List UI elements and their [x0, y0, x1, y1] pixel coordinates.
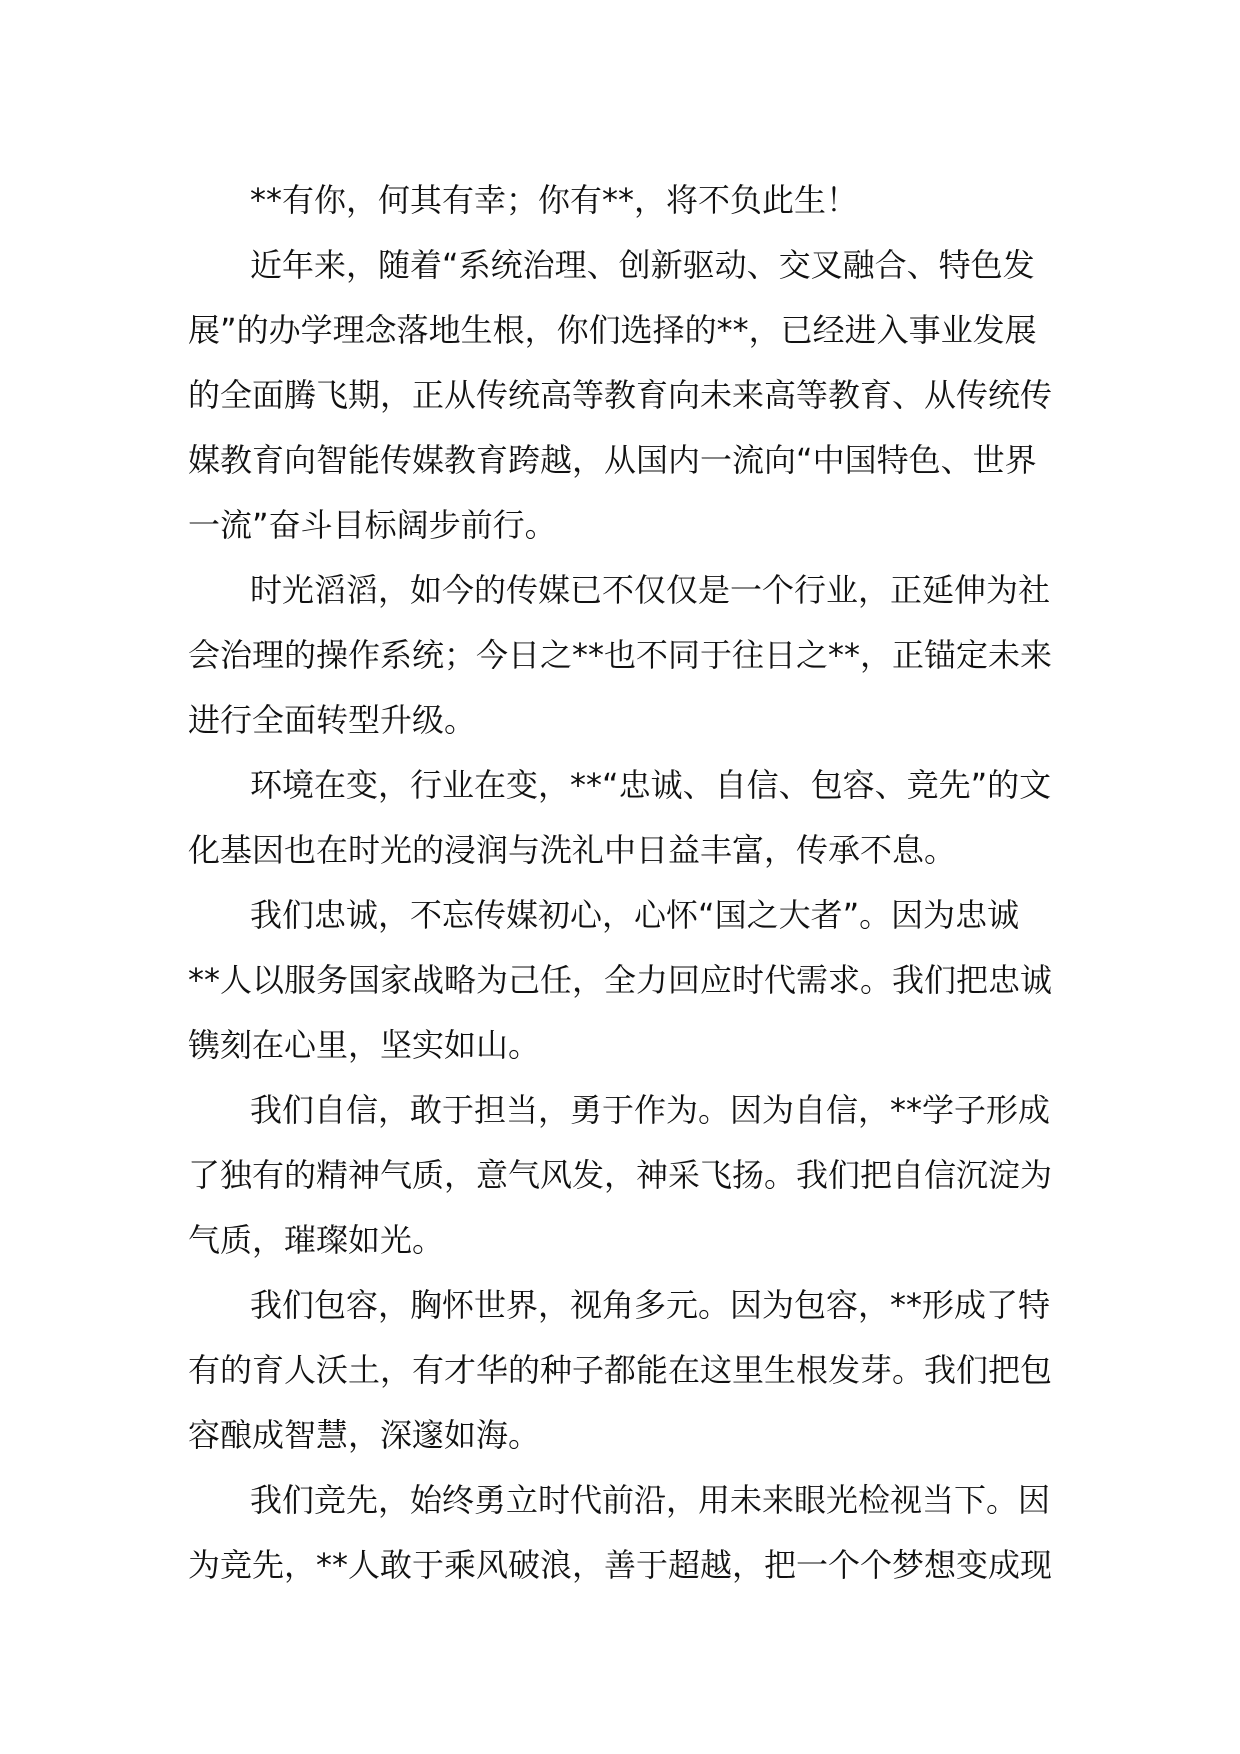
- text-line: 气质，璀璨如光。: [188, 1221, 445, 1259]
- text-line: 我们竞先，始终勇立时代前沿，用未来眼光检视当下。因: [250, 1481, 1051, 1519]
- text-line: 展”的办学理念落地生根，你们选择的**，已经进入事业发展: [188, 311, 1037, 349]
- paragraph: [188, 233, 1058, 558]
- paragraph: [188, 1468, 1058, 1598]
- text-line: 环境在变，行业在变，**“忠诚、自信、包容、竞先”的文: [250, 766, 1052, 804]
- text-line: 我们包容，胸怀世界，视角多元。因为包容，**形成了特: [250, 1286, 1051, 1324]
- text-line: 为竞先，**人敢于乘风破浪，善于超越，把一个个梦想变成现: [188, 1546, 1053, 1584]
- paragraph: [188, 558, 1058, 753]
- paragraph: [188, 883, 1058, 1078]
- text-line: 有的育人沃土，有才华的种子都能在这里生根发芽。我们把包: [188, 1351, 1053, 1389]
- text-line: 了独有的精神气质，意气风发，神采飞扬。我们把自信沉淀为: [188, 1156, 1053, 1194]
- text-line: 一流”奋斗目标阔步前行。: [188, 506, 557, 544]
- paragraph: [188, 1078, 1058, 1273]
- paragraph: [188, 753, 1058, 883]
- text-line: 会治理的操作系统；今日之**也不同于往日之**，正锚定未来: [188, 636, 1053, 674]
- text-line: 进行全面转型升级。: [188, 701, 477, 739]
- text-line: 媒教育向智能传媒教育跨越，从国内一流向“中国特色、世界: [188, 441, 1037, 479]
- paragraph: [188, 1273, 1058, 1468]
- text-line: 我们自信，敢于担当，勇于作为。因为自信，**学子形成: [250, 1091, 1051, 1129]
- text-line: 近年来，随着“系统治理、创新驱动、交叉融合、特色发: [250, 246, 1035, 284]
- text-line: 时光滔滔，如今的传媒已不仅仅是一个行业，正延伸为社: [250, 571, 1051, 609]
- text-line: 镌刻在心里，坚实如山。: [188, 1026, 541, 1064]
- paragraph: [188, 168, 1058, 233]
- text-line: 化基因也在时光的浸润与洗礼中日益丰富，传承不息。: [188, 831, 957, 869]
- text-line: **人以服务国家战略为己任，全力回应时代需求。我们把忠诚: [188, 961, 1053, 999]
- text-line: 我们忠诚，不忘传媒初心，心怀“国之大者”。因为忠诚: [250, 896, 1020, 934]
- text-line: 容酿成智慧，深邃如海。: [188, 1416, 541, 1454]
- text-line: 的全面腾飞期，正从传统高等教育向未来高等教育、从传统传: [188, 376, 1053, 414]
- text-line: **有你，何其有幸；你有**，将不负此生！: [250, 181, 859, 219]
- text-body: [188, 168, 1058, 1598]
